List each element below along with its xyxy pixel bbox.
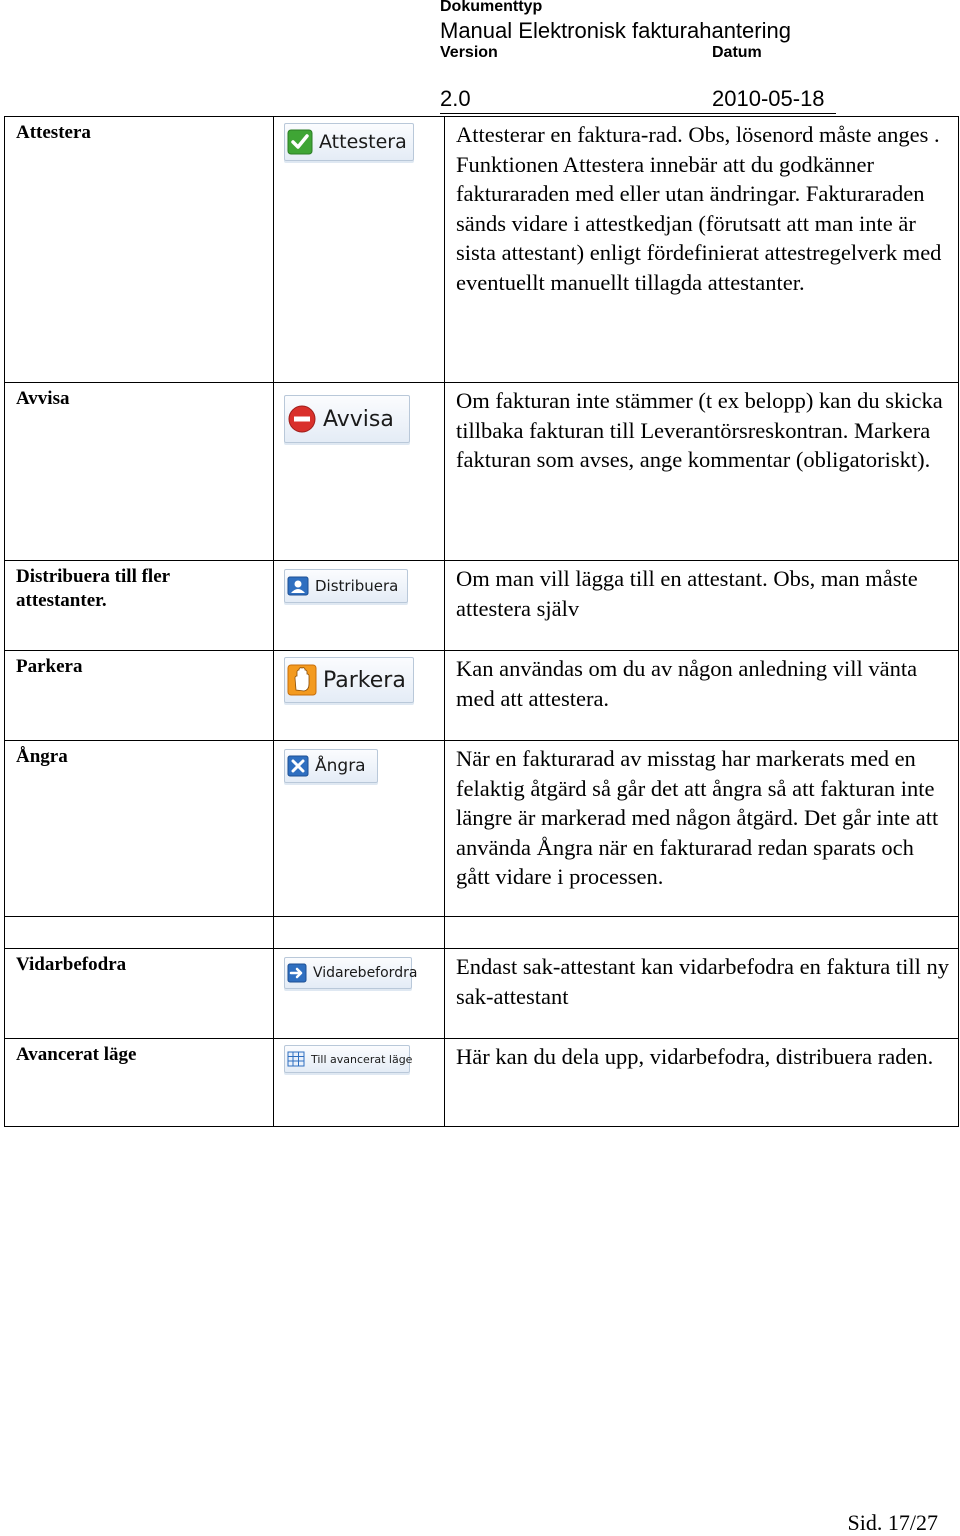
forward-arrow-icon <box>287 963 307 983</box>
grid-icon <box>287 1051 305 1067</box>
vidarebefordra-button[interactable] <box>284 957 418 989</box>
hand-icon <box>287 664 317 696</box>
table-row <box>5 383 959 561</box>
table-row <box>5 1039 959 1127</box>
function-name: Avvisa <box>5 383 274 561</box>
vidarebefordra-button-label: Vidarebefordra <box>313 965 418 981</box>
function-table <box>4 116 959 1127</box>
distribuera-button[interactable] <box>284 569 408 603</box>
red-stop-icon <box>287 404 317 434</box>
header-rule <box>440 113 836 114</box>
version-label: Version <box>440 44 498 61</box>
angra-button[interactable] <box>284 749 378 783</box>
spacer-row <box>5 917 959 949</box>
avvisa-button[interactable] <box>284 395 410 443</box>
user-card-icon <box>287 576 309 596</box>
avancerat-lage-button-label: Till avancerat läge <box>311 1052 413 1066</box>
attestera-button-label: Attestera <box>319 131 407 153</box>
parkera-button[interactable] <box>284 657 414 703</box>
datum-value: 2010-05-18 <box>712 86 825 111</box>
function-name: Ångra <box>5 741 274 917</box>
function-description: Här kan du dela upp, vidarbefodra, distribuera raden. <box>445 1039 959 1127</box>
function-description: Attesterar en faktura-rad. Obs, lösenord måste anges . Funktionen Attestera innebär att du godkänner fakturaraden med eller utan ändringar. Fakturaraden sänds vidare i attestkedjan (förutsatt att man inte är sista attestant) enligt fördefinierat attestregelverk med eventuellt manuellt tillagda attestanter. <box>445 117 959 383</box>
function-description: Om fakturan inte stämmer (t ex belopp) kan du skicka tillbaka fakturan till Leverantörsreskontran. Markera fakturan som avses, ange kommentar (obligatoriskt). <box>445 383 959 561</box>
angra-button-label: Ångra <box>315 756 366 776</box>
table-row <box>5 949 959 1039</box>
function-name: Vidarbefodra <box>5 949 274 1039</box>
datum-label: Datum <box>712 44 762 61</box>
doctype-value: Manual Elektronisk fakturahantering <box>440 18 791 43</box>
doctype-label: Dokumenttyp <box>440 0 543 15</box>
function-description: Om man vill lägga till en attestant. Obs, man måste attestera själv <box>445 561 959 651</box>
function-description: Kan användas om du av någon anledning vill vänta med att attestera. <box>445 651 959 741</box>
page-header <box>0 0 960 120</box>
function-name: Distribuera till fler attestanter. <box>5 561 274 651</box>
function-name: Avancerat läge <box>5 1039 274 1127</box>
function-description: Endast sak-attestant kan vidarbefodra en faktura till ny sak-attestant <box>445 949 959 1039</box>
table-row <box>5 117 959 383</box>
attestera-button[interactable] <box>284 123 414 161</box>
avancerat-lage-button[interactable] <box>284 1045 413 1073</box>
table-row <box>5 561 959 651</box>
page-number: Sid. 17/27 <box>847 1510 938 1535</box>
function-description: När en fakturarad av misstag har markerats med en felaktig åtgärd så går det att ångra så att fakturan inte längre är markerad med någon åtgärd. Det går inte att använda Ångra när en fakturarad redan sparats och gått vidare i processen. <box>445 741 959 917</box>
distribuera-button-label: Distribuera <box>315 577 399 595</box>
blue-x-icon <box>287 755 309 777</box>
parkera-button-label: Parkera <box>323 667 406 693</box>
version-value: 2.0 <box>440 86 471 111</box>
table-row <box>5 741 959 917</box>
function-name: Attestera <box>5 117 274 383</box>
avvisa-button-label: Avvisa <box>323 406 394 432</box>
table-row <box>5 651 959 741</box>
function-name: Parkera <box>5 651 274 741</box>
green-check-icon <box>287 129 313 155</box>
